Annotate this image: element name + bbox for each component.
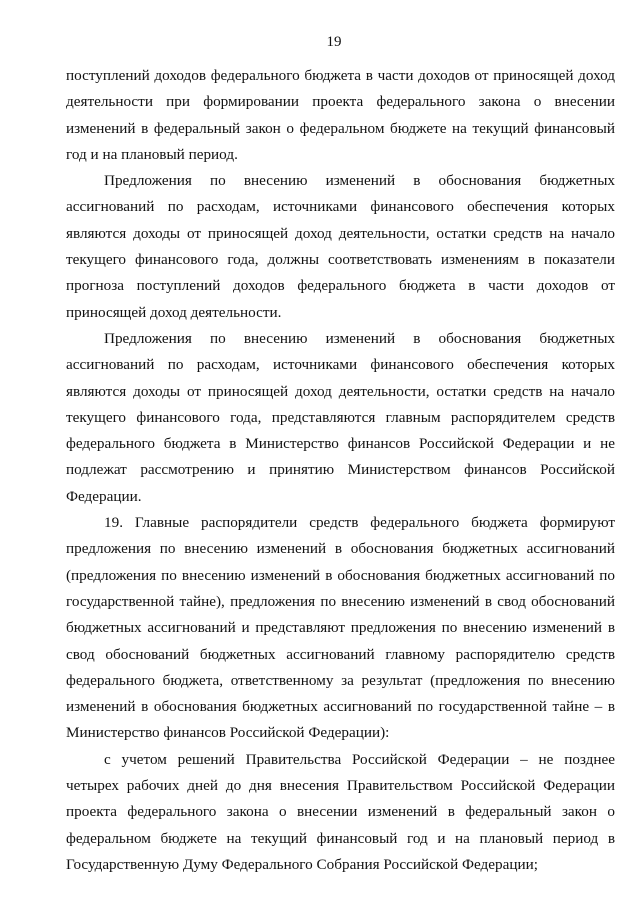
paragraph-5: с учетом решений Правительства Российской Федерации – не позднее четырех рабочих дней до дня внесения Правительством Российской Федерации проекта федерального закона о внесении изменений в федеральный закон о федеральном бюджете на текущий финансовый год и на плановый период в Государственную Думу Федерального Собрания Российской Федерации; bbox=[66, 750, 615, 873]
paragraph-1: поступлений доходов федерального бюджета в части доходов от приносящей доход деятельности при формировании проекта федерального закона о внесении изменений в федеральный закон о федеральном бюджете на текущий финансовый год и на плановый период. bbox=[66, 67, 615, 163]
paragraph-4-item-19: 19. Главные распорядители средств федерального бюджета формируют предложения по внесению изменений в обоснования бюджетных ассигнований (предложения по внесению изменений в обоснования бюджетных ассигнований по государственной тайне), предложения по внесению изменений в свод обоснований бюджетных ассигнований и представляют предложения по внесению изменений в свод обоснований бюджетных ассигнований главному распорядителю средств федерального бюджета, ответственному за результат (предложения по внесению изменений в обоснования бюджетных ассигнований по государственной тайне – в Министерство финансов Российской Федерации): bbox=[66, 514, 615, 742]
document-body bbox=[66, 63, 615, 878]
paragraph-2: Предложения по внесению изменений в обоснования бюджетных ассигнований по расходам, источниками финансового обеспечения которых являются доходы от приносящей доход деятельности, остатки средств на начало текущего финансового года, должны соответствовать изменениям в показатели прогноза поступлений доходов федерального бюджета в части доходов от приносящей доход деятельности. bbox=[66, 172, 615, 321]
page-number: 19 bbox=[326, 34, 342, 50]
paragraph-3: Предложения по внесению изменений в обоснования бюджетных ассигнований по расходам, источниками финансового обеспечения которых являются доходы от приносящей доход деятельности, остатки средств на начало текущего финансового года, представляются главным распорядителем средств федерального бюджета в Министерство финансов Российской Федерации и не подлежат рассмотрению и принятию Министерством финансов Российской Федерации. bbox=[66, 329, 615, 505]
